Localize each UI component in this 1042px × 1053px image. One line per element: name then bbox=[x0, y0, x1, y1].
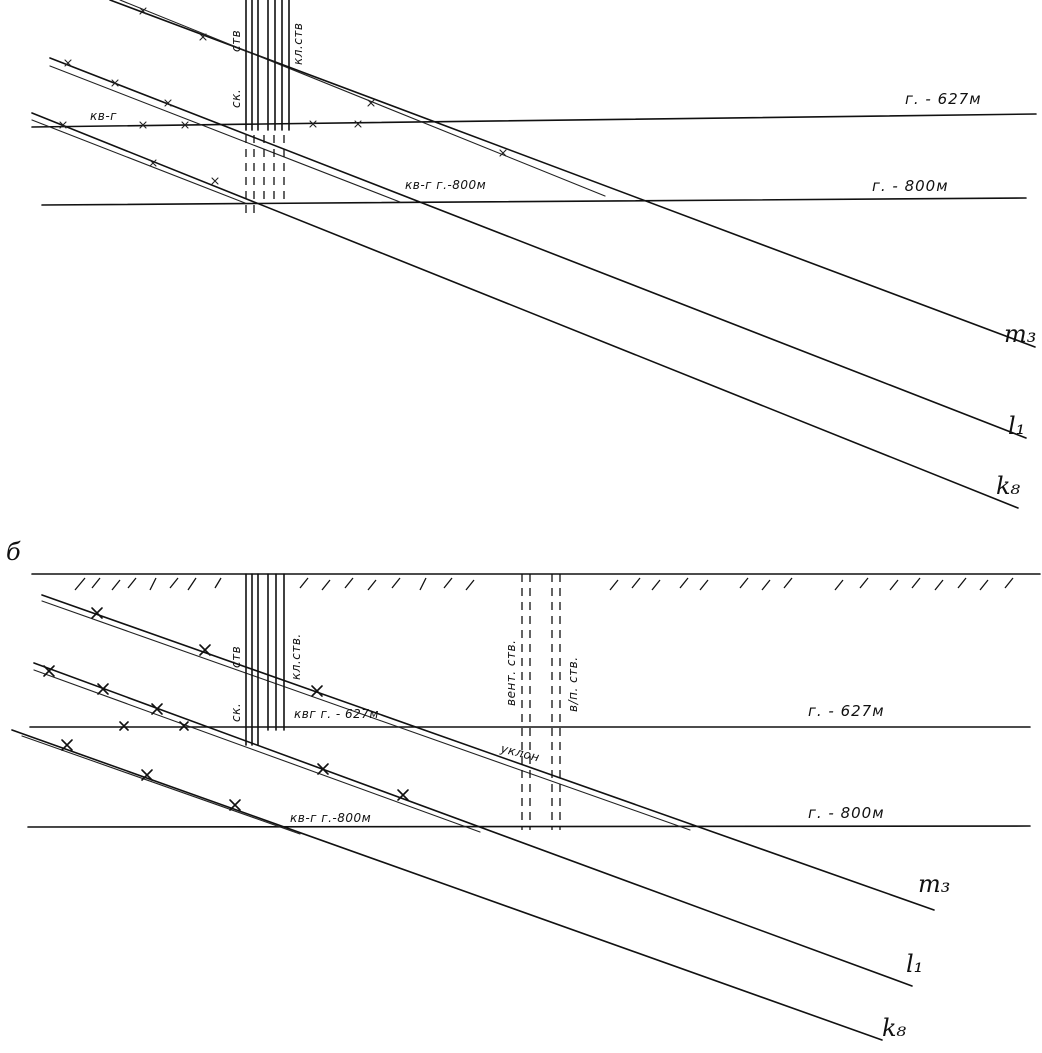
shaft-label-vent-b: вент. ств. bbox=[504, 639, 518, 706]
seam-label-l1-b: l₁ bbox=[906, 950, 924, 978]
level-label-627-a: г. - 627м bbox=[905, 90, 982, 108]
drift-label-kvg800-a: кв-г г.-800м bbox=[405, 178, 487, 192]
seam-l1-a-double bbox=[50, 66, 400, 202]
seam-l1-b-double bbox=[34, 670, 480, 832]
shaft-label-klstv-b: кл.ств. bbox=[289, 633, 303, 680]
seam-label-l1-a: l₁ bbox=[1008, 412, 1026, 440]
shaft-label-sk-b: ск. bbox=[229, 702, 243, 722]
shaft-label-stv-b: ств bbox=[229, 645, 243, 668]
seam-label-m3-a: m₃ bbox=[1004, 320, 1037, 348]
seam-label-m3-b: m₃ bbox=[918, 870, 951, 898]
drift-label-kvg627-b: квг г. - 627м bbox=[294, 707, 379, 721]
vent-shafts-b bbox=[522, 574, 560, 830]
panel-a bbox=[32, 0, 1036, 508]
seam-m3-b bbox=[42, 595, 934, 910]
level-label-800-a: г. - 800м bbox=[872, 177, 949, 195]
seam-l1-a bbox=[50, 58, 1026, 438]
level-label-627-b: г. - 627м bbox=[808, 702, 885, 720]
shaft-label-klstv-a: кл.ств bbox=[291, 22, 305, 65]
drift-label-uklon-b: уклон bbox=[499, 741, 542, 765]
seam-k8-a-double bbox=[32, 120, 245, 203]
level-line-800-a bbox=[42, 198, 1026, 205]
seam-k8-b-double bbox=[22, 736, 300, 834]
level-line-800-b bbox=[28, 826, 1030, 827]
shaft-bundle-a bbox=[246, 0, 289, 215]
seam-label-k8-a: k₈ bbox=[996, 472, 1021, 500]
seam-k8-a bbox=[32, 113, 1018, 508]
panel-b bbox=[6, 538, 1040, 1042]
shaft-label-vp-b: в/п. ств. bbox=[566, 656, 580, 712]
shaft-bundle-b bbox=[246, 574, 284, 745]
seam-m3-a-double bbox=[120, 0, 605, 196]
seam-label-k8-b: k₈ bbox=[882, 1014, 907, 1042]
level-line-627-a bbox=[32, 114, 1036, 127]
ground-hatching-b bbox=[75, 578, 1013, 590]
drift-label-kvg-a: кв-г bbox=[90, 109, 117, 123]
shaft-label-stv-a: ств bbox=[229, 29, 243, 52]
drift-label-kvg800-b: кв-г г.-800м bbox=[290, 811, 372, 825]
panel-label-b: б bbox=[6, 538, 21, 566]
shaft-label-sk-a: ск. bbox=[229, 88, 243, 108]
level-label-800-b: г. - 800м bbox=[808, 804, 885, 822]
seam-k8-b bbox=[12, 730, 882, 1040]
seam-l1-b bbox=[34, 663, 912, 986]
